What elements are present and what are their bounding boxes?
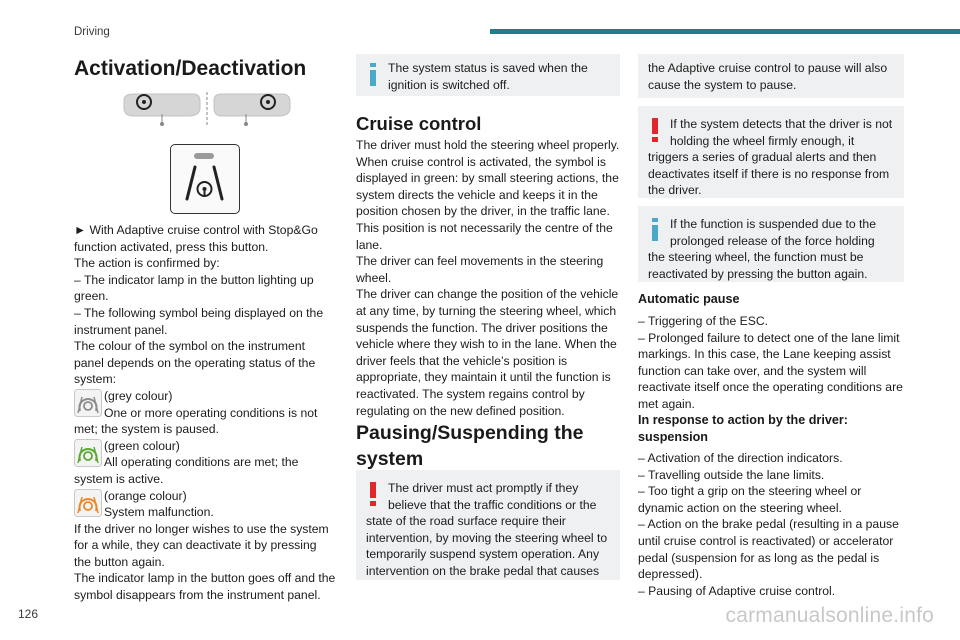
list-item: – Activation of the direction indicators. [638, 451, 843, 465]
warning-note-driver-act [356, 470, 620, 580]
list-item: – Travelling outside the lane limits. [638, 467, 825, 482]
automatic-pause-list [638, 313, 904, 413]
status-orange-label: (orange colour) [104, 488, 187, 503]
info-note-1-text: The system status is saved when the ignition is switched off. [388, 61, 588, 92]
lane-symbol-grey-icon [74, 389, 102, 417]
warning-note-grip [638, 106, 904, 198]
cruise-p3: The driver can change the position of the vehicle at any time, by turning the steering wheel, which suspends the function. The driver positions the vehicle where they wish to in the lane. When the driver feels that the vehicle’s position is appropriate, they maintain it until the function is reactivated. The system regains control by regulating on the new defined position. [356, 287, 619, 418]
steering-wheel-buttons-illustration [122, 88, 292, 130]
list-item: – Action on the brake pedal (resulting in a pause until cruise control is reactivated) or accelerator pedal (suspension for as long as the pedal is depressed). [638, 517, 899, 582]
confirm-item-1: – The indicator lamp in the button lighting up green. [74, 272, 314, 304]
cruise-p2: The driver can feel movements in the steering wheel. [356, 254, 604, 285]
pausing-heading-line1: Pausing/Suspending the [356, 422, 584, 444]
warning-note-2-first: If the system detects that the driver is not holding the wheel firmly enough, it [670, 117, 893, 148]
status-grey-label: (grey colour) [104, 388, 173, 403]
header-accent-bar [490, 29, 960, 34]
status-orange-desc: System malfunction. [104, 505, 214, 520]
section-label: Driving [74, 26, 110, 38]
status-green-label: (green colour) [104, 438, 180, 453]
continued-note [638, 54, 904, 98]
confirm-item-2: – The following symbol being displayed on the instrument panel. [74, 305, 324, 337]
cruise-control-body [356, 137, 620, 419]
continued-note-text: the Adaptive cruise control to pause will also cause the system to pause. [648, 61, 888, 92]
lane-symbol-green-icon [74, 439, 102, 467]
activation-body [74, 222, 336, 604]
info-note-2-first: If the function is suspended due to the prolonged release of the force holding [670, 217, 876, 248]
list-item: – Triggering of the ESC. [638, 314, 769, 328]
warning-note-2-rest: triggers a series of gradual alerts and then deactivates itself if there is no response from the driver. [648, 150, 890, 198]
deactivate-text: If the driver no longer wishes to use the system for a while, they can deactivate it by pressing the button again. [74, 521, 329, 569]
warning-note-1-rest: state of the road surface require their intervention, by moving the steering wheel to temporarily suspend system operation. Any intervention on the brake pedal that causes [366, 514, 608, 578]
info-note-suspended [638, 206, 904, 282]
status-green [74, 438, 336, 488]
driver-action-heading: In response to action by the driver: suspension [638, 413, 848, 444]
status-orange [74, 488, 336, 521]
lane-keeping-button-icon [170, 144, 240, 214]
warning-icon [650, 118, 660, 142]
warning-note-1-first: The driver must act promptly if they believe that the traffic conditions or the [388, 481, 597, 512]
colour-explanation: The colour of the symbol on the instrument panel depends on the operating status of the system: [74, 339, 316, 387]
info-icon [650, 218, 660, 242]
pausing-heading [356, 420, 584, 472]
activation-instruction: ► With Adaptive cruise control with Stop&Go function activated, press this button. [74, 223, 318, 254]
watermark: carmanualsonline.info [725, 604, 934, 627]
page-number: 126 [18, 607, 39, 621]
status-grey [74, 388, 336, 438]
lane-symbol-orange-icon [74, 489, 102, 517]
list-item: – Pausing of Adaptive cruise control. [638, 583, 836, 598]
cruise-p1: The driver must hold the steering wheel properly. When cruise control is activated, the symbol is displayed in green: by small steering actions, the system directs the vehicle and keeps it in the position chosen by the driver, in the traffic lane. This position is not necessarily the centre of the lane. [356, 138, 620, 252]
list-item: – Too tight a grip on the steering wheel or dynamic action on the steering wheel. [638, 484, 862, 515]
status-green-desc: All operating conditions are met; the system is active. [74, 455, 299, 486]
warning-icon [368, 482, 378, 506]
list-item: – Prolonged failure to detect one of the lane limit markings. In this case, the Lane keeping assist function can take over, and the system will reactivate itself once the operating conditions are met again. [638, 330, 903, 411]
automatic-pause-heading: Automatic pause [638, 292, 740, 306]
cruise-control-heading: Cruise control [356, 113, 482, 134]
info-icon [368, 63, 378, 87]
off-text: The indicator lamp in the button goes off and the symbol disappears from the instrument panel. [74, 571, 336, 603]
info-note-2-rest: the steering wheel, the function must be reactivated by pressing the button again. [648, 250, 868, 281]
status-grey-desc: One or more operating conditions is not met; the system is paused. [74, 405, 318, 437]
info-note-status-saved [356, 54, 620, 96]
pausing-heading-line2: system [356, 448, 424, 470]
driver-action-list [638, 450, 904, 599]
activation-confirm-intro: The action is confirmed by: [74, 256, 220, 271]
activation-heading: Activation/Deactivation [74, 57, 307, 80]
